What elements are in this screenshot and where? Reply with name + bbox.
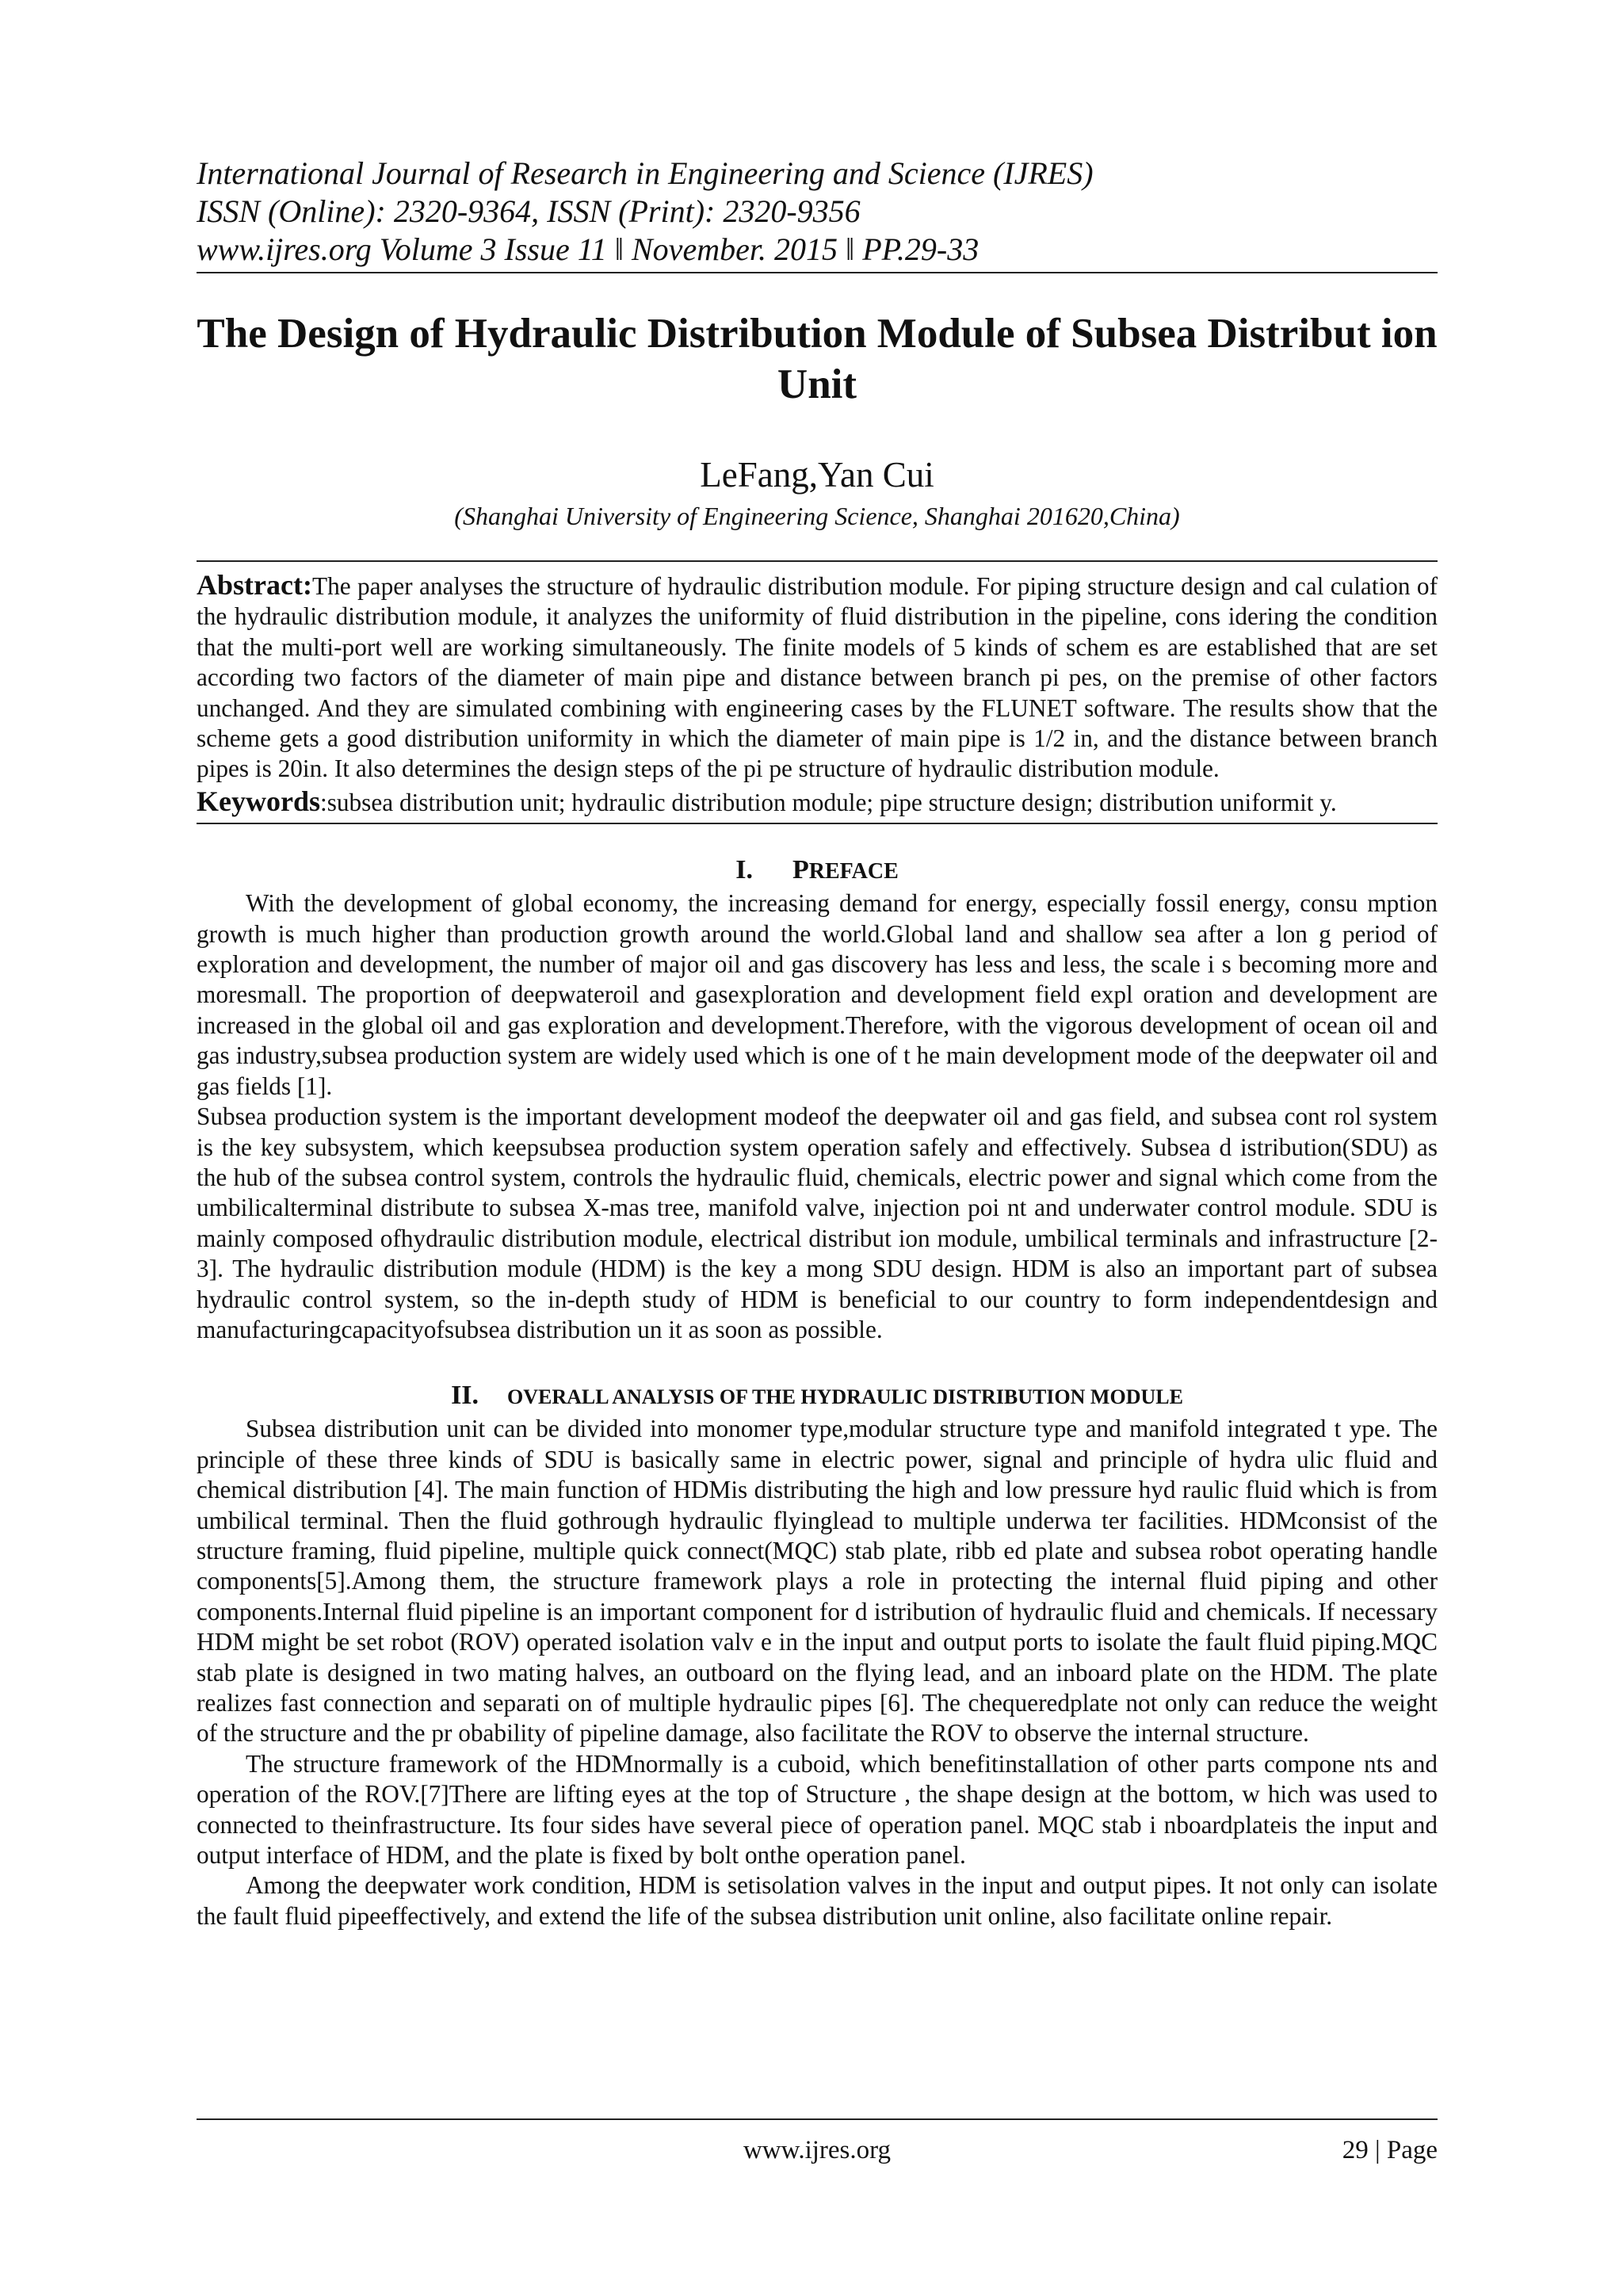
- section-1-paragraph-2: Subsea production system is the important development modeof the deepwater oil and gas field, and subsea cont rol system is the key subsystem, which keepsubsea production system operation safely and effectively. Subsea d istribution(SDU) as the hub of the subsea control system, controls the hydraulic fluid, chemicals, electric power and signal which come from the umbilicalterminal distribute to subsea X-mas tree, manifold valve, injection poi nt and underwater control module. SDU is mainly composed ofhydraulic distribution module, electrical distribut ion module, umbilical terminals and infrastructure [2-3]. The hydraulic distribution module (HDM) is the key a mong SDU design. HDM is also an important part of subsea hydraulic control system, so the in-depth study of HDM is beneficial to our country to form independentdesign and manufacturingcapacityofsubsea distribution un it as soon as possible.: [197, 1102, 1438, 1343]
- page-footer: [197, 2136, 1438, 2174]
- journal-name: International Journal of Research in Engineering and Science (IJRES): [197, 155, 1094, 191]
- section-2-title: OVERALL ANALYSIS OF THE HYDRAULIC DISTRIBUTION MODULE: [507, 1385, 1183, 1409]
- paper-authors: LeFang,Yan Cui: [700, 455, 934, 495]
- section-1-heading: [197, 854, 1438, 888]
- paper-affiliation: (Shanghai University of Engineering Science, Shanghai 201620,China): [454, 502, 1180, 530]
- footer-rule: [197, 2118, 1438, 2120]
- section-1-paragraph-1: With the development of global economy, the increasing demand for energy, especially fossil energy, consu mption growth is much higher than production growth around the world.Global land and shallow sea after a lon g period of exploration and development, the number of major oil and gas discovery has less and less, the scale i s becoming more and moresmall. The proportion of deepwateroil and gasexploration and development field expl oration and development are increased in the global oil and gas exploration and development.Therefore, with the vigorous development of ocean oil and gas industry,subsea production system are widely used which is one of t he main development mode of the deepwater oil and gas fields [1].: [197, 889, 1438, 1100]
- section-1-number: I.: [735, 855, 753, 885]
- section-2-paragraph-3: Among the deepwater work condition, HDM is setisolation valves in the input and output pipes. It not only can isolate the fault fluid pipeeffectively, and extend the life of the subsea distribution unit online, also facilitate online repair.: [197, 1871, 1438, 1930]
- header-rule: [197, 272, 1438, 273]
- abstract-label: Abstract:: [197, 569, 312, 601]
- keywords-text: :subsea distribution unit; hydraulic distribution module; pipe structure design; distribution uniformit y.: [320, 788, 1337, 816]
- keywords: [197, 786, 1438, 818]
- abstract-top-rule: [197, 560, 1438, 562]
- volume-line: www.ijres.org Volume 3 Issue 11 ǁ November. 2015 ǁ PP.29-33: [197, 231, 980, 267]
- section-1-title: REFACE: [808, 859, 899, 884]
- abstract-bottom-rule: [197, 823, 1438, 824]
- footer-page-number: 29 | Page: [1342, 2136, 1438, 2164]
- abstract: [197, 570, 1438, 785]
- section-1-title-initial: P: [792, 855, 809, 885]
- section-2-heading: [197, 1380, 1438, 1414]
- paper-title: The Design of Hydraulic Distribution Module of Subsea Distribut ion Unit: [197, 311, 1438, 407]
- keywords-label: Keywords: [197, 785, 320, 817]
- paper-page: [197, 155, 1438, 1931]
- section-2-number: II.: [451, 1381, 479, 1411]
- section-2-paragraph-2: The structure framework of the HDMnormally is a cuboid, which benefitinstallation of other parts compone nts and operation of the ROV.[7]There are lifting eyes at the top of Structure , the shape design at the bottom, w hich was used to connected to theinfrastructure. Its four sides have several piece of operation panel. MQC stab i nboardplateis the input and output interface of HDM, and the plate is fixed by bolt onthe operation panel.: [197, 1749, 1438, 1870]
- issn-line: ISSN (Online): 2320-9364, ISSN (Print): 2320-9356: [197, 193, 861, 229]
- footer-website: www.ijres.org: [743, 2136, 892, 2164]
- section-2-paragraph-1: Subsea distribution unit can be divided into monomer type,modular structure type and manifold integrated t ype. The principle of these three kinds of SDU is basically same in electric power, signal and principle of hydra ulic fluid and chemical distribution [4]. The main function of HDMis distributing the high and low pressure hyd raulic fluid which is from umbilical terminal. Then the fluid gothrough hydraulic flyinglead to multiple underwa ter facilities. HDMconsist of the structure framing, fluid pipeline, multiple quick connect(MQC) stab plate, ribb ed plate and subsea robot operating handle components[5].Among them, the structure framework plays a role in protecting the internal fluid piping and other components.Internal fluid pipeline is an important component for d istribution of hydraulic fluid and chemicals. If necessary HDM might be set robot (ROV) operated isolation valv e in the input and output ports to isolate the fault fluid piping.MQC stab plate is designed in two mating halves, an outboard on the flying lead, and an inboard plate on the HDM. The plate realizes fast connection and separati on of multiple hydraulic pipes [6]. The chequeredplate not only can reduce the weight of the structure and the pr obability of pipeline damage, also facilitate the ROV to observe the internal structure.: [197, 1415, 1438, 1748]
- abstract-text: The paper analyses the structure of hydraulic distribution module. For piping structure design and cal culation of the hydraulic distribution module, it analyzes the uniformity of fluid distribution in the pipeline, cons idering the condition that the multi-port well are working simultaneously. The finite models of 5 kinds of schem es are established that are set according two factors of the diameter of main pipe and distance between branch pi pes, on the premise of other factors unchanged. And they are simulated combining with engineering cases by the FLUNET software. The results show that the scheme gets a good distribution uniformity in which the diameter of main pipe is 1/2 in, and the distance between branch pipes is 20in. It also determines the design steps of the pi pe structure of hydraulic distribution module.: [197, 572, 1438, 783]
